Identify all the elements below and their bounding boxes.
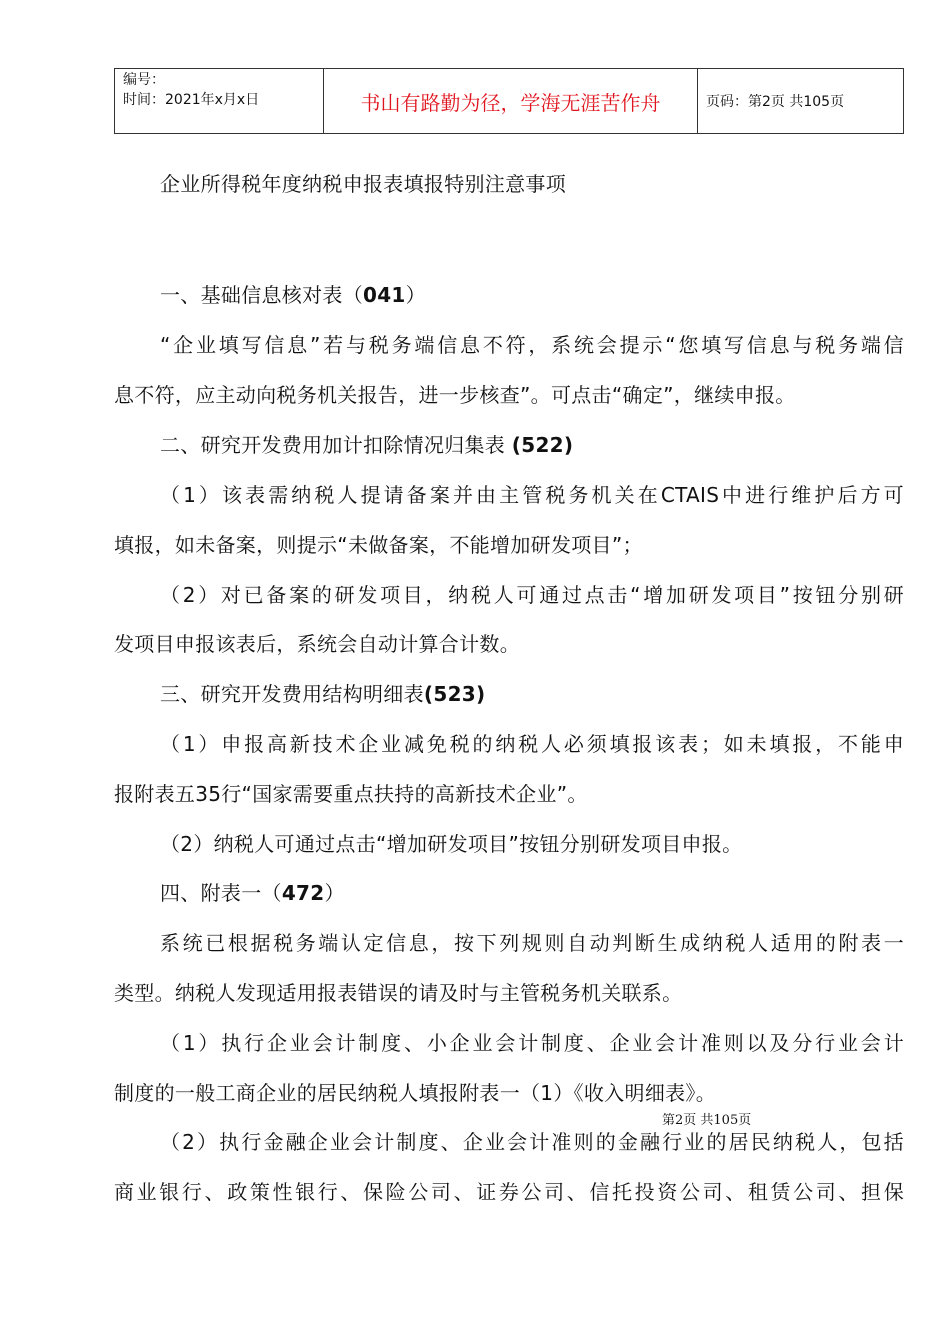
section-2-heading: 二、研究开发费用加计扣除情况归集表 (522) — [160, 433, 574, 457]
section-2-paragraph-line: 填报，如未备案，则提示“未做备案，不能增加研发项目”； — [114, 533, 643, 557]
page-label: 页码：第2页 共105页 — [698, 69, 904, 134]
section-3-paragraph-line: （2）纳税人可通过点击“增加研发项目”按钮分别研发项目申报。 — [160, 832, 743, 856]
section-3-heading: 三、研究开发费用结构明细表(523) — [160, 682, 486, 706]
section-2-paragraph-line: （2）对已备案的研发项目，纳税人可通过点击“增加研发项目”按钮分别研 — [160, 583, 904, 607]
section-2-paragraph-line: （1）该表需纳税人提请备案并由主管税务机关在CTAIS中进行维护后方可 — [160, 483, 904, 507]
section-4-paragraph-line: （2）执行金融企业会计制度、企业会计准则的金融行业的居民纳税人，包括 — [160, 1130, 904, 1154]
header-meta-cell — [115, 69, 324, 134]
section-4-paragraph-line: （1）执行企业会计制度、小企业会计制度、企业会计准则以及分行业会计 — [160, 1031, 904, 1055]
section-4-paragraph-line: 制度的一般工商企业的居民纳税人填报附表一（1）《收入明细表》。 — [114, 1081, 717, 1105]
section-4-paragraph-line: 类型。纳税人发现适用报表错误的请及时与主管税务机关联系。 — [114, 981, 683, 1005]
section-2-paragraph-line: 发项目申报该表后，系统会自动计算合计数。 — [114, 632, 520, 656]
section-1-paragraph-line: “企业填写信息”若与税务端信息不符，系统会提示“您填写信息与税务端信 — [160, 333, 904, 357]
section-4-heading: 四、附表一（472） — [160, 881, 345, 905]
motto: 书山有路勤为径，学海无涯苦作舟 — [324, 69, 698, 134]
document-title: 企业所得税年度纳税申报表填报特别注意事项 — [160, 172, 566, 196]
section-1-paragraph-line: 息不符，应主动向税务机关报告，进一步核查”。可点击“确定”，继续申报。 — [114, 383, 796, 407]
section-3-paragraph-line: （1）申报高新技术企业减免税的纳税人必须填报该表；如未填报，不能申 — [160, 732, 904, 756]
header-table — [114, 68, 904, 134]
serial-label: 编号： — [123, 72, 165, 88]
page-footer: 第2页 共105页 — [662, 1113, 752, 1128]
time-label: 时间：2021年x月x日 — [123, 92, 260, 108]
section-1-heading: 一、基础信息核对表（041） — [160, 283, 426, 307]
section-3-paragraph-line: 报附表五35行“国家需要重点扶持的高新技术企业”。 — [114, 782, 588, 806]
section-4-paragraph-line: 系统已根据税务端认定信息，按下列规则自动判断生成纳税人适用的附表一 — [160, 931, 904, 955]
section-4-paragraph-line: 商业银行、政策性银行、保险公司、证券公司、信托投资公司、租赁公司、担保 — [114, 1180, 904, 1204]
